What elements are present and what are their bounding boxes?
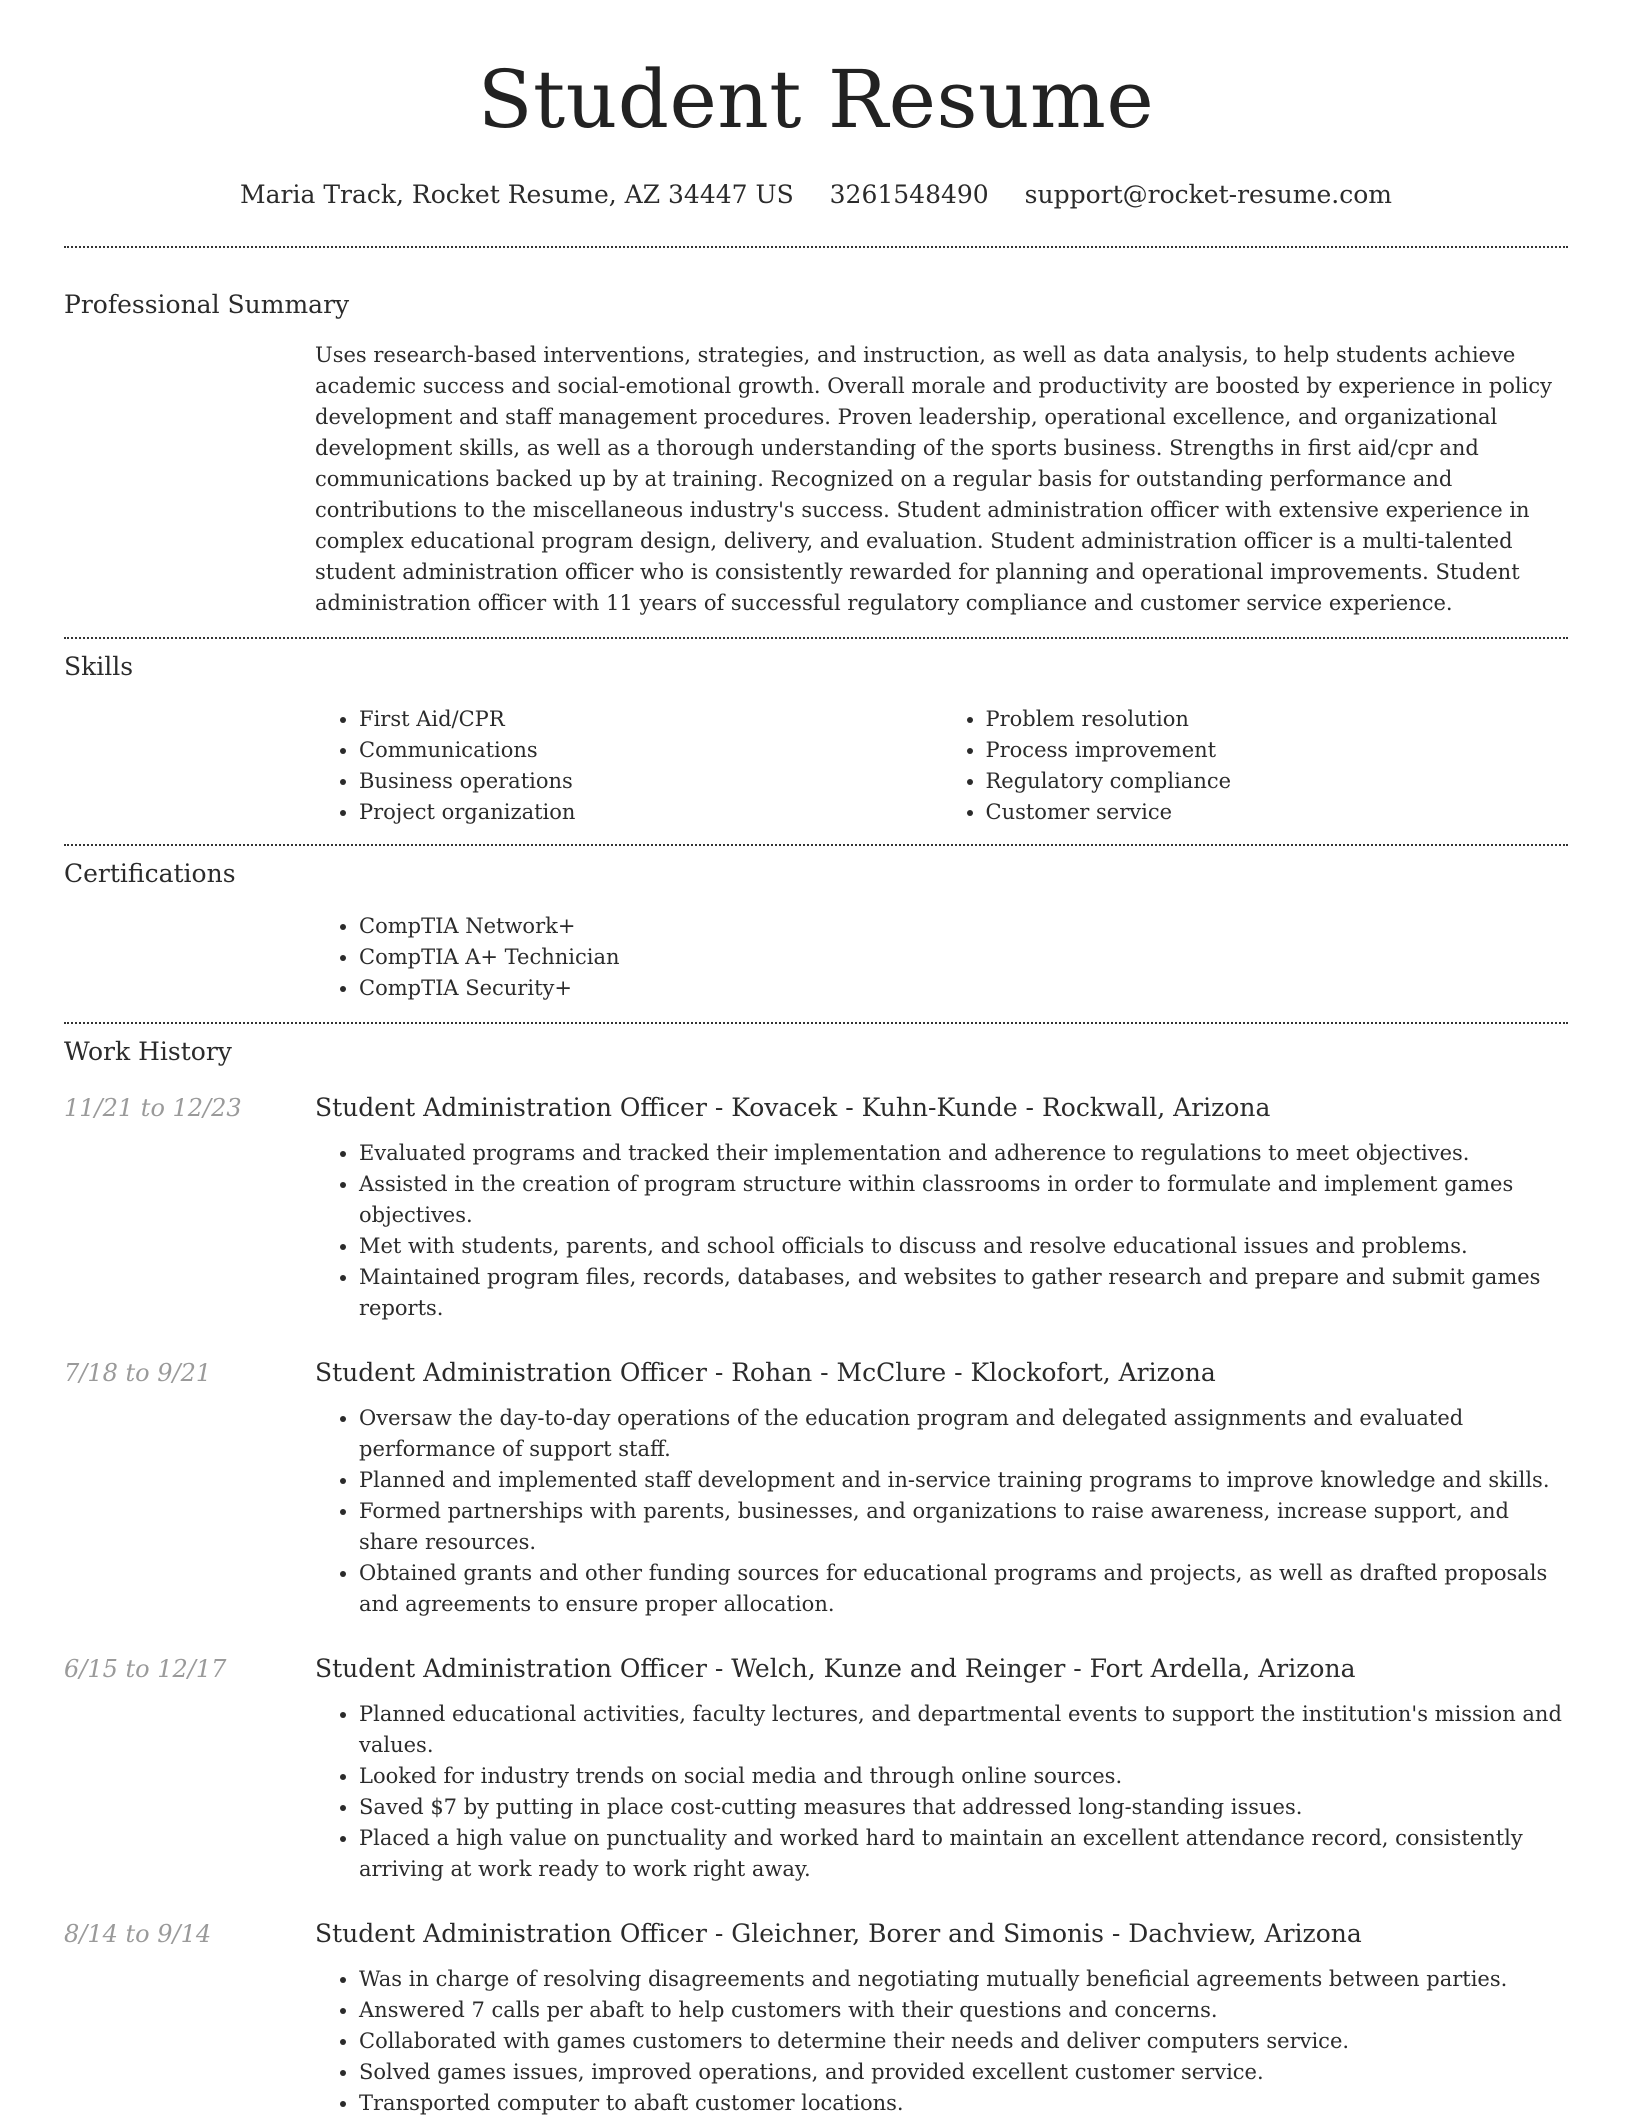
list-item: • Obtained grants and other funding sources for educational programs and projects, as well as drafted proposals and agreements to ensure proper allocation. <box>359 1558 1568 1620</box>
list-item: • First Aid/CPR <box>359 704 942 735</box>
skills-heading: Skills <box>64 652 134 681</box>
job-date: 7/18 to 9/21 <box>64 1359 212 1387</box>
skills-list <box>315 704 1568 828</box>
section-divider <box>64 844 1568 846</box>
list-item: • Solved games issues, improved operations, and provided excellent customer service. <box>359 2057 1568 2088</box>
summary-body <box>315 340 1568 619</box>
work-history-heading: Work History <box>64 1037 232 1066</box>
section-divider <box>64 1022 1568 1024</box>
list-item: • Regulatory compliance <box>986 766 1569 797</box>
job-bullet-list <box>315 1964 1568 2119</box>
contact-email: support@rocket-resume.com <box>1024 180 1392 209</box>
list-item: • Was in charge of resolving disagreements and negotiating mutually beneficial agreements between parties. <box>359 1964 1568 1995</box>
summary-heading: Professional Summary <box>64 290 350 319</box>
job-title: Student Administration Officer - Rohan - McClure - Klockofort, Arizona <box>315 1358 1216 1387</box>
work-history-section <box>64 1035 1568 2119</box>
list-item: • Planned educational activities, faculty lectures, and departmental events to support the institution's mission and values. <box>359 1699 1568 1761</box>
resume-page <box>64 0 1568 2119</box>
job-entry <box>64 1091 1568 1324</box>
job-bullets <box>315 1964 1568 2119</box>
certifications-section <box>64 857 1568 1004</box>
list-item: • Formed partnerships with parents, businesses, and organizations to raise awareness, increase support, and share resources. <box>359 1496 1568 1558</box>
job-bullet-list <box>315 1138 1568 1324</box>
list-item: • CompTIA Security+ <box>359 973 1568 1004</box>
job-date: 8/14 to 9/14 <box>64 1920 212 1948</box>
list-item: • Collaborated with games customers to determine their needs and deliver computers service. <box>359 2026 1568 2057</box>
list-item: • Customer service <box>986 797 1569 828</box>
job-bullets <box>315 1403 1568 1620</box>
list-item: • Communications <box>359 735 942 766</box>
contact-phone: 3261548490 <box>829 180 989 209</box>
list-item: • Business operations <box>359 766 942 797</box>
list-item: • Assisted in the creation of program structure within classrooms in order to formulate and implement games objectives. <box>359 1169 1568 1231</box>
list-item: • Placed a high value on punctuality and worked hard to maintain an excellent attendance record, consistently arriving at work ready to work right away. <box>359 1823 1568 1885</box>
list-item: • Problem resolution <box>986 704 1569 735</box>
job-title: Student Administration Officer - Welch, Kunze and Reinger - Fort Ardella, Arizona <box>315 1654 1356 1683</box>
job-bullet-list <box>315 1699 1568 1885</box>
job-bullet-list <box>315 1403 1568 1620</box>
list-item: • Met with students, parents, and school officials to discuss and resolve educational issues and problems. <box>359 1231 1568 1262</box>
contact-address: Maria Track, Rocket Resume, AZ 34447 US <box>240 180 794 209</box>
list-item: • Transported computer to abaft customer locations. <box>359 2088 1568 2119</box>
skills-column-right <box>942 704 1569 828</box>
resume-title: Student Resume <box>477 53 1155 146</box>
list-item: • Saved $7 by putting in place cost-cutting measures that addressed long-standing issues. <box>359 1792 1568 1823</box>
job-entry <box>64 1652 1568 1885</box>
list-item: • CompTIA A+ Technician <box>359 942 1568 973</box>
list-item: • Answered 7 calls per abaft to help customers with their questions and concerns. <box>359 1995 1568 2026</box>
list-item: • Looked for industry trends on social media and through online sources. <box>359 1761 1568 1792</box>
skills-section <box>64 650 1568 828</box>
skills-column-left <box>315 704 942 828</box>
list-item: • Planned and implemented staff development and in-service training programs to improve knowledge and skills. <box>359 1465 1568 1496</box>
job-date: 6/15 to 12/17 <box>64 1655 227 1683</box>
list-item: • Maintained program files, records, databases, and websites to gather research and prepare and submit games reports. <box>359 1262 1568 1324</box>
list-item: • Oversaw the day-to-day operations of the education program and delegated assignments and evaluated performance of support staff. <box>359 1403 1568 1465</box>
job-bullets <box>315 1138 1568 1324</box>
job-title: Student Administration Officer - Gleichner, Borer and Simonis - Dachview, Arizona <box>315 1919 1362 1948</box>
list-item: • Evaluated programs and tracked their implementation and adherence to regulations to meet objectives. <box>359 1138 1568 1169</box>
summary-text: Uses research-based interventions, strategies, and instruction, as well as data analysis, to help students achieve academic success and social-emotional growth. Overall morale and productivity are boosted by experience in policy development and staff management procedures. Proven leadership, operational excellence, and organizational development skills, as well as a thorough understanding of the sports business. Strengths in first aid/cpr and communications backed up by at training. Recognized on a regular basis for outstanding performance and contributions to the miscellaneous industry's success. Student administration officer with extensive experience in complex educational program design, delivery, and evaluation. Student administration officer is a multi-talented student administration officer who is consistently rewarded for planning and operational improvements. Student administration officer with 11 years of successful regulatory compliance and customer service experience. <box>315 343 1552 615</box>
job-title: Student Administration Officer - Kovacek - Kuhn-Kunde - Rockwall, Arizona <box>315 1093 1271 1122</box>
summary-section <box>64 288 1568 619</box>
list-item: • CompTIA Network+ <box>359 911 1568 942</box>
certifications-list <box>315 911 1568 1004</box>
list-item: • Project organization <box>359 797 942 828</box>
contact-line <box>64 178 1568 212</box>
certifications-heading: Certifications <box>64 859 236 888</box>
certifications-items <box>315 911 1568 1004</box>
section-divider <box>64 246 1568 248</box>
list-item: • Process improvement <box>986 735 1569 766</box>
job-bullets <box>315 1699 1568 1885</box>
job-entry <box>64 1917 1568 2119</box>
section-divider <box>64 637 1568 639</box>
job-entry <box>64 1356 1568 1620</box>
job-date: 11/21 to 12/23 <box>64 1094 242 1122</box>
